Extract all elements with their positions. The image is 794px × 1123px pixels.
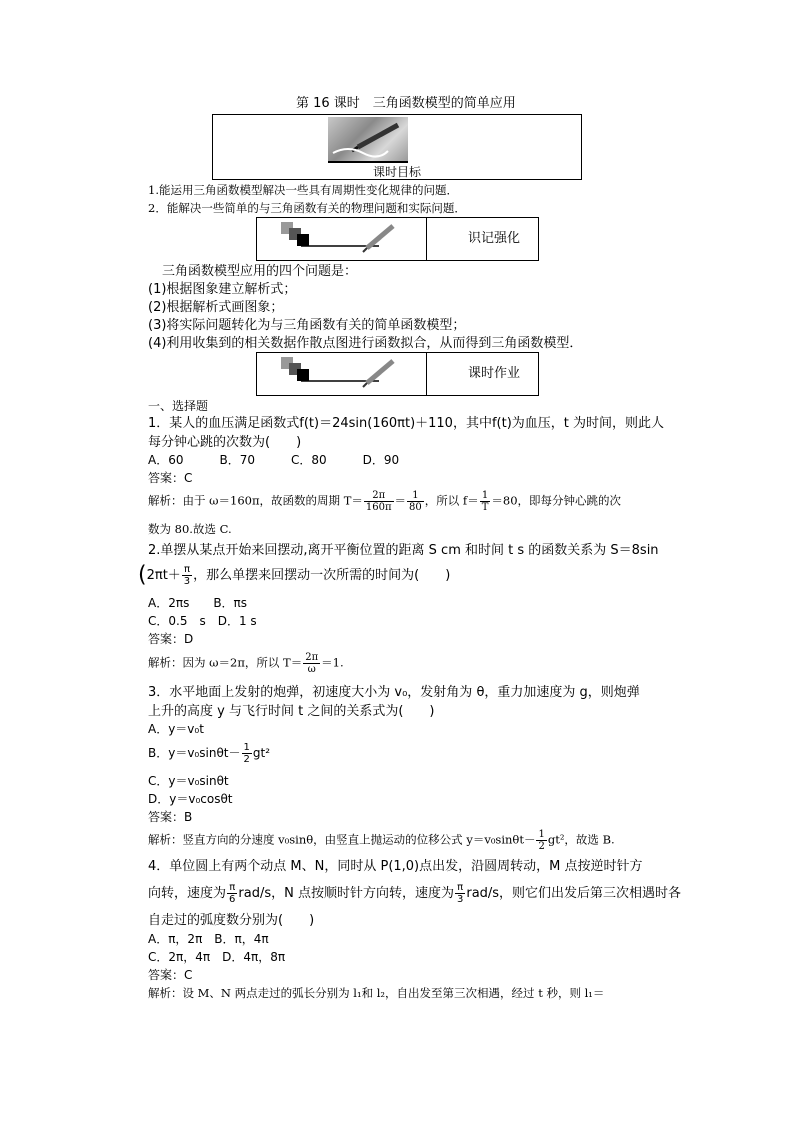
q4-line3: 自走过的弧度数分别为( ): [148, 913, 315, 928]
q2-line2-part: 2πt＋: [146, 568, 181, 583]
memory-section-banner: [256, 217, 539, 261]
lesson-goal-banner: [212, 114, 582, 180]
q3-option-c: C．y＝v₀sinθt: [148, 774, 229, 788]
fraction: [242, 742, 252, 765]
q1-exp-part: ＝80，即每分钟心跳的次: [491, 493, 622, 508]
numerator: 1: [243, 742, 250, 753]
memory-item-4: (4)利用收集到的相关数据作散点图进行函数拟合，从而得到三角函数模型．: [148, 336, 583, 351]
fraction: [364, 490, 394, 513]
q3-answer: 答案：B: [148, 810, 193, 824]
fraction: [303, 652, 320, 675]
q2-exp-part: ＝1.: [321, 655, 344, 670]
fraction: [536, 829, 546, 852]
fraction: [407, 490, 424, 513]
numerator: 2π: [305, 652, 319, 663]
numerator: π: [455, 882, 465, 894]
denominator: 2: [243, 754, 250, 765]
q1-explanation-line2: 数为 80.故选 C.: [148, 522, 232, 536]
banner-illustration: [328, 117, 408, 161]
q4-line1: 4．单位圆上有两个动点 M、N，同时从 P(1,0)点出发，沿圆周转动，M 点按逆时针方: [148, 859, 643, 874]
q3-option-b: [148, 742, 270, 765]
fraction: [182, 564, 192, 587]
q3-exp-part: gt²，故选 B.: [547, 832, 615, 847]
q1-exp-part: 解析：由于 ω＝160π，故函数的周期 T＝: [148, 493, 363, 508]
denominator: 3: [456, 894, 464, 905]
memory-item-1: (1)根据图象建立解析式；: [148, 282, 297, 297]
divider: [426, 353, 427, 395]
part-one-heading: 一、选择题: [148, 399, 209, 413]
fraction: [480, 490, 491, 513]
q1-explanation: [148, 490, 621, 513]
pen-icon: [328, 117, 408, 161]
q2-exp-part: 解析：因为 ω＝2π，所以 T＝: [148, 655, 303, 670]
divider: [328, 161, 408, 163]
denominator: 160π: [365, 502, 392, 513]
q4-answer: 答案：C: [148, 968, 193, 982]
q4-line2-part: rad/s，则它们出发后第三次相遇时各: [466, 886, 682, 901]
q3-exp-part: 解析：竖直方向的分速度 v₀sinθ，由竖直上抛运动的位移公式 y＝v₀sinθt－: [148, 832, 536, 847]
pen-icon: [279, 355, 399, 391]
page-title: 第 16 课时 三角函数模型的简单应用: [296, 96, 516, 111]
denominator: ω: [307, 664, 316, 675]
numerator: 1: [407, 490, 424, 502]
q1-line2: 每分钟心跳的次数为( ): [148, 435, 302, 450]
denominator: 3: [183, 576, 191, 587]
memory-item-3: (3)将实际问题转化为与三角函数有关的简单函数模型；: [148, 318, 466, 333]
q1-options: A．60 B．70 C．80 D．90: [148, 453, 400, 467]
q1-answer: 答案：C: [148, 471, 193, 485]
q4-options-2: C．2π，4π D．4π，8π: [148, 950, 286, 964]
q3-explanation: [148, 829, 615, 852]
q3-optb-part: B．y＝v₀sinθt－: [148, 746, 241, 760]
q1-exp-part: ，所以 f＝: [424, 493, 479, 508]
q2-options-2: C．0.5 s D．1 s: [148, 614, 257, 628]
q4-line2: [148, 882, 681, 905]
fraction: [455, 882, 465, 905]
q4-explanation: 解析：设 M、N 两点走过的弧长分别为 l₁和 l₂，自出发至第三次相遇，经过 t 秒，则 l₁＝: [148, 986, 605, 1000]
numerator: 2π: [364, 490, 394, 502]
q4-line2-part: 向转，速度为: [148, 886, 227, 901]
q2-options-1: A．2πs B．πs: [148, 596, 248, 610]
q3-option-a: A．y＝v₀t: [148, 722, 204, 736]
homework-section-label: 课时作业: [468, 366, 521, 381]
numerator: 1: [538, 829, 545, 840]
q2-line2: [138, 564, 450, 587]
q2-answer: 答案：D: [148, 632, 194, 646]
numerator: 1: [480, 490, 491, 502]
q4-options-1: A．π，2π B．π，4π: [148, 932, 269, 946]
q2-explanation: [148, 652, 344, 675]
denominator: T: [481, 502, 489, 513]
denominator: 80: [409, 502, 422, 513]
goal-1: 1.能运用三角函数模型解决一些具有周期性变化规律的问题．: [148, 183, 458, 197]
numerator: π: [182, 564, 192, 576]
left-paren: (: [138, 562, 147, 588]
q4-line2-part: rad/s，N 点按顺时针方向转，速度为: [238, 886, 454, 901]
q2-line1: 2.单摆从某点开始来回摆动,离开平衡位置的距离 S cm 和时间 t s 的函数关系为 S＝8sin: [148, 543, 659, 558]
memory-intro: 三角函数模型应用的四个问题是：: [162, 264, 358, 279]
pen-icon: [279, 220, 399, 256]
q3-option-d: D．y＝v₀cosθt: [148, 792, 233, 806]
numerator: π: [227, 882, 237, 894]
q1-exp-part: ＝: [394, 493, 407, 508]
goal-label: 课时目标: [372, 165, 421, 179]
denominator: 6: [229, 894, 236, 905]
q1-line1: 1．某人的血压满足函数式f(t)＝24sin(160πt)＋110，其中f(t)为血压，t 为时间，则此人: [148, 416, 664, 431]
q3-line1: 3．水平地面上发射的炮弹，初速度大小为 v₀，发射角为 θ，重力加速度为 g，则炮弹: [148, 685, 640, 700]
memory-section-label: 识记强化: [468, 231, 521, 246]
q3-line2: 上升的高度 y 与飞行时间 t 之间的关系式为( ): [148, 704, 435, 719]
q2-line2-part: ，那么单摆来回摆动一次所需的时间为( ): [193, 568, 451, 583]
q3-optb-part: gt²: [252, 746, 271, 760]
denominator: 2: [538, 841, 545, 852]
fraction: [227, 882, 237, 905]
memory-item-2: (2)根据解析式画图象；: [148, 300, 284, 315]
homework-section-banner: [256, 352, 539, 396]
divider: [426, 218, 427, 260]
goal-2: 2．能解决一些简单的与三角函数有关的物理问题和实际问题．: [148, 201, 466, 215]
